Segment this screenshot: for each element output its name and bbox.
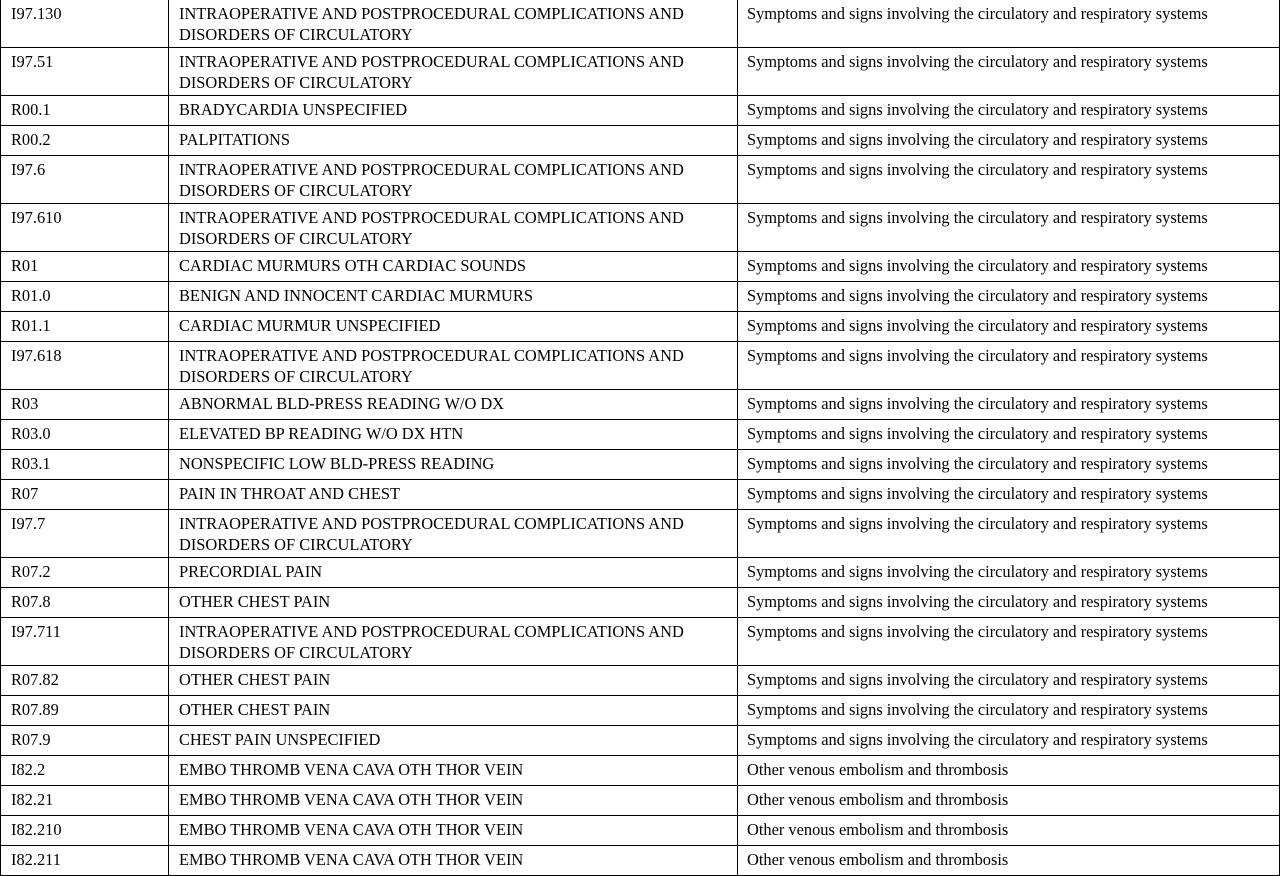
code-cell: I82.211	[1, 846, 169, 876]
code-cell: I97.51	[1, 48, 169, 96]
category-cell: Symptoms and signs involving the circulatory and respiratory systems	[738, 696, 1280, 726]
table-row	[1, 756, 1280, 786]
category-cell: Symptoms and signs involving the circulatory and respiratory systems	[738, 0, 1280, 48]
description-cell: NONSPECIFIC LOW BLD-PRESS READING	[169, 450, 738, 480]
code-cell: R03.1	[1, 450, 169, 480]
code-cell: R07.9	[1, 726, 169, 756]
code-cell: I97.7	[1, 510, 169, 558]
description-cell: INTRAOPERATIVE AND POSTPROCEDURAL COMPLICATIONS AND DISORDERS OF CIRCULATORY	[169, 618, 738, 666]
category-cell: Symptoms and signs involving the circulatory and respiratory systems	[738, 666, 1280, 696]
table-body	[1, 0, 1280, 876]
code-cell: I82.2	[1, 756, 169, 786]
table-row	[1, 312, 1280, 342]
table-row	[1, 846, 1280, 876]
category-cell: Other venous embolism and thrombosis	[738, 756, 1280, 786]
description-cell: INTRAOPERATIVE AND POSTPROCEDURAL COMPLICATIONS AND DISORDERS OF CIRCULATORY	[169, 48, 738, 96]
code-cell: I97.610	[1, 204, 169, 252]
code-cell: R01.1	[1, 312, 169, 342]
category-cell: Symptoms and signs involving the circulatory and respiratory systems	[738, 588, 1280, 618]
description-cell: CARDIAC MURMURS OTH CARDIAC SOUNDS	[169, 252, 738, 282]
table-row	[1, 510, 1280, 558]
category-cell: Symptoms and signs involving the circulatory and respiratory systems	[738, 96, 1280, 126]
category-cell: Symptoms and signs involving the circulatory and respiratory systems	[738, 390, 1280, 420]
category-cell: Symptoms and signs involving the circulatory and respiratory systems	[738, 480, 1280, 510]
description-cell: BENIGN AND INNOCENT CARDIAC MURMURS	[169, 282, 738, 312]
code-cell: R01	[1, 252, 169, 282]
code-cell: R07.8	[1, 588, 169, 618]
code-cell: I97.130	[1, 0, 169, 48]
table-row	[1, 450, 1280, 480]
category-cell: Symptoms and signs involving the circulatory and respiratory systems	[738, 156, 1280, 204]
code-cell: R03.0	[1, 420, 169, 450]
table-row	[1, 666, 1280, 696]
description-cell: CHEST PAIN UNSPECIFIED	[169, 726, 738, 756]
category-cell: Symptoms and signs involving the circulatory and respiratory systems	[738, 252, 1280, 282]
description-cell: OTHER CHEST PAIN	[169, 696, 738, 726]
code-cell: R07.89	[1, 696, 169, 726]
code-cell: I82.21	[1, 786, 169, 816]
code-cell: I97.711	[1, 618, 169, 666]
description-cell: ELEVATED BP READING W/O DX HTN	[169, 420, 738, 450]
description-cell: EMBO THROMB VENA CAVA OTH THOR VEIN	[169, 756, 738, 786]
table-row	[1, 558, 1280, 588]
table-row	[1, 96, 1280, 126]
table-row	[1, 282, 1280, 312]
code-cell: R07	[1, 480, 169, 510]
table-row	[1, 420, 1280, 450]
code-cell: R00.2	[1, 126, 169, 156]
table-row	[1, 126, 1280, 156]
category-cell: Symptoms and signs involving the circulatory and respiratory systems	[738, 126, 1280, 156]
description-cell: EMBO THROMB VENA CAVA OTH THOR VEIN	[169, 786, 738, 816]
description-cell: INTRAOPERATIVE AND POSTPROCEDURAL COMPLICATIONS AND DISORDERS OF CIRCULATORY	[169, 156, 738, 204]
code-cell: R03	[1, 390, 169, 420]
description-cell: BRADYCARDIA UNSPECIFIED	[169, 96, 738, 126]
table-row	[1, 618, 1280, 666]
category-cell: Symptoms and signs involving the circulatory and respiratory systems	[738, 510, 1280, 558]
description-cell: INTRAOPERATIVE AND POSTPROCEDURAL COMPLICATIONS AND DISORDERS OF CIRCULATORY	[169, 510, 738, 558]
description-cell: CARDIAC MURMUR UNSPECIFIED	[169, 312, 738, 342]
code-cell: R07.82	[1, 666, 169, 696]
table-row	[1, 48, 1280, 96]
category-cell: Other venous embolism and thrombosis	[738, 846, 1280, 876]
table-row	[1, 156, 1280, 204]
table-row	[1, 696, 1280, 726]
category-cell: Symptoms and signs involving the circulatory and respiratory systems	[738, 282, 1280, 312]
description-cell: OTHER CHEST PAIN	[169, 588, 738, 618]
description-cell: EMBO THROMB VENA CAVA OTH THOR VEIN	[169, 846, 738, 876]
description-cell: PAIN IN THROAT AND CHEST	[169, 480, 738, 510]
category-cell: Symptoms and signs involving the circulatory and respiratory systems	[738, 204, 1280, 252]
description-cell: EMBO THROMB VENA CAVA OTH THOR VEIN	[169, 816, 738, 846]
category-cell: Symptoms and signs involving the circulatory and respiratory systems	[738, 342, 1280, 390]
description-cell: ABNORMAL BLD-PRESS READING W/O DX	[169, 390, 738, 420]
table-row	[1, 342, 1280, 390]
category-cell: Other venous embolism and thrombosis	[738, 786, 1280, 816]
category-cell: Symptoms and signs involving the circulatory and respiratory systems	[738, 450, 1280, 480]
category-cell: Other venous embolism and thrombosis	[738, 816, 1280, 846]
table-row	[1, 588, 1280, 618]
table-row	[1, 0, 1280, 48]
table-row	[1, 480, 1280, 510]
category-cell: Symptoms and signs involving the circulatory and respiratory systems	[738, 558, 1280, 588]
category-cell: Symptoms and signs involving the circulatory and respiratory systems	[738, 420, 1280, 450]
description-cell: INTRAOPERATIVE AND POSTPROCEDURAL COMPLICATIONS AND DISORDERS OF CIRCULATORY	[169, 204, 738, 252]
category-cell: Symptoms and signs involving the circulatory and respiratory systems	[738, 312, 1280, 342]
category-cell: Symptoms and signs involving the circulatory and respiratory systems	[738, 48, 1280, 96]
description-cell: PRECORDIAL PAIN	[169, 558, 738, 588]
table-row	[1, 726, 1280, 756]
description-cell: INTRAOPERATIVE AND POSTPROCEDURAL COMPLICATIONS AND DISORDERS OF CIRCULATORY	[169, 0, 738, 48]
table-row	[1, 390, 1280, 420]
code-cell: I82.210	[1, 816, 169, 846]
table-row	[1, 204, 1280, 252]
description-cell: OTHER CHEST PAIN	[169, 666, 738, 696]
description-cell: PALPITATIONS	[169, 126, 738, 156]
table-row	[1, 786, 1280, 816]
category-cell: Symptoms and signs involving the circulatory and respiratory systems	[738, 726, 1280, 756]
category-cell: Symptoms and signs involving the circulatory and respiratory systems	[738, 618, 1280, 666]
code-cell: I97.618	[1, 342, 169, 390]
code-cell: R00.1	[1, 96, 169, 126]
code-cell: R07.2	[1, 558, 169, 588]
description-cell: INTRAOPERATIVE AND POSTPROCEDURAL COMPLICATIONS AND DISORDERS OF CIRCULATORY	[169, 342, 738, 390]
code-cell: R01.0	[1, 282, 169, 312]
table-row	[1, 252, 1280, 282]
code-cell: I97.6	[1, 156, 169, 204]
table-row	[1, 816, 1280, 846]
